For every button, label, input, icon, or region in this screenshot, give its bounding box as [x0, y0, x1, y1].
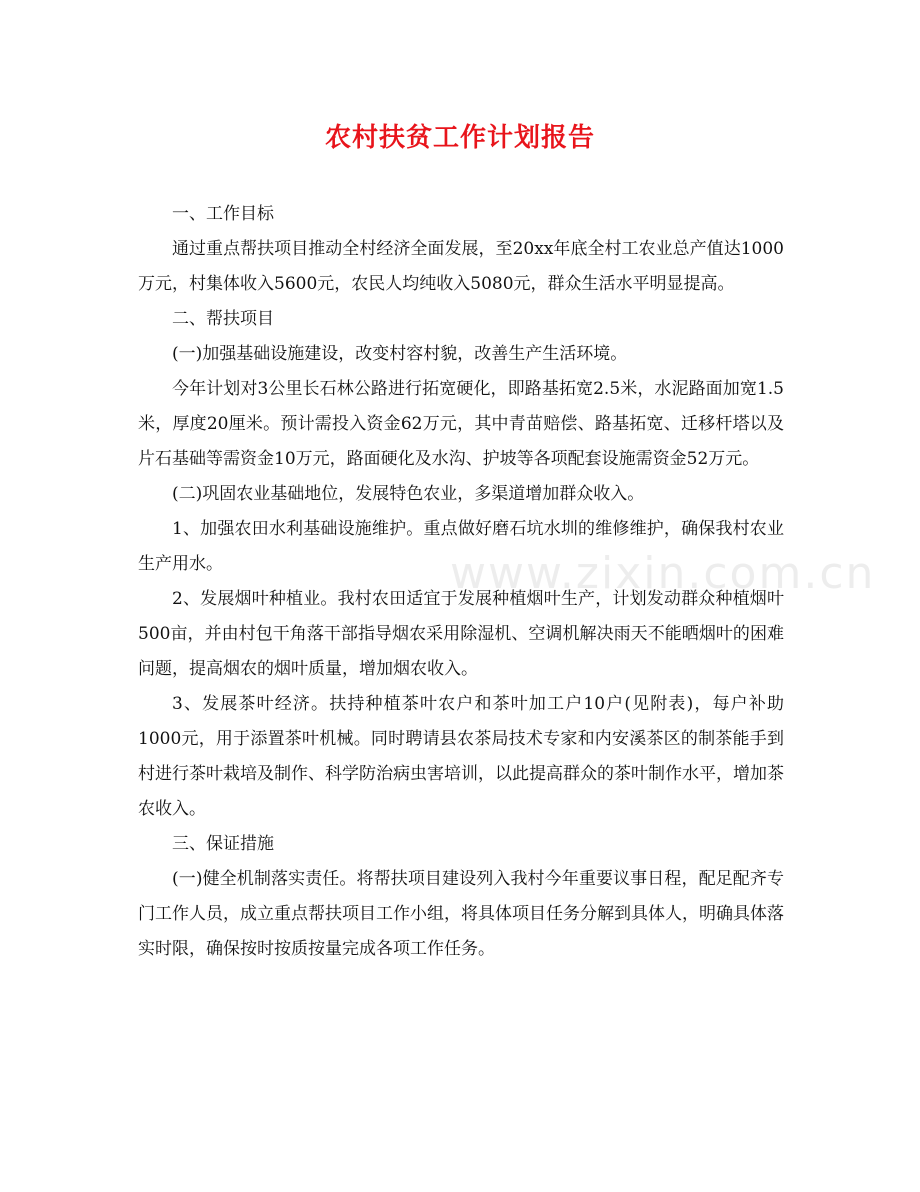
section-heading: 三、保证措施 — [172, 834, 274, 854]
subsection-heading: (二)巩固农业基础地位，发展特色农业，多渠道增加群众收入。 — [172, 484, 645, 504]
body-paragraph: 1、加强农田水利基础设施维护。重点做好磨石坑水圳的维修维护，确保我村农业生产用水。 — [138, 519, 784, 574]
watermark: www.zixin.com.cn — [450, 548, 876, 599]
body-paragraph: 通过重点帮扶项目推动全村经济全面发展，至20xx年底全村工农业总产值达1000万元，村集体收入5600元，农民人均纯收入5080元，群众生活水平明显提高。 — [138, 239, 784, 294]
section-heading: 二、帮扶项目 — [172, 309, 274, 329]
body-paragraph: 今年计划对3公里长石林公路进行拓宽硬化，即路基拓宽2.5米，水泥路面加宽1.5米，厚度20厘米。预计需投入资金62万元，其中青苗赔偿、路基拓宽、迁移杆塔以及片石基础等需资金10万元，路面硬化及水沟、护坡等各项配套设施需资金52万元。 — [138, 379, 784, 469]
body-paragraph: 3、发展茶叶经济。扶持种植茶叶农户和茶叶加工户10户(见附表)，每户补助1000元，用于添置茶叶机械。同时聘请县农茶局技术专家和内安溪茶区的制茶能手到村进行茶叶栽培及制作、科学防治病虫害培训，以此提高群众的茶叶制作水平，增加茶农收入。 — [138, 694, 784, 819]
subsection-heading: (一)加强基础设施建设，改变村容村貌，改善生产生活环境。 — [172, 344, 628, 364]
section-heading: 一、工作目标 — [172, 204, 274, 224]
body-paragraph: (一)健全机制落实责任。将帮扶项目建设列入我村今年重要议事日程，配足配齐专门工作人员，成立重点帮扶项目工作小组，将具体项目任务分解到具体人，明确具体落实时限，确保按时按质按量完成各项工作任务。 — [138, 869, 784, 959]
document-body — [138, 197, 784, 967]
body-paragraph: 2、发展烟叶种植业。我村农田适宜于发展种植烟叶生产，计划发动群众种植烟叶500亩，并由村包干角落干部指导烟农采用除湿机、空调机解决雨天不能晒烟叶的困难问题，提高烟农的烟叶质量，增加烟农收入。 — [138, 589, 784, 679]
document-title: 农村扶贫工作计划报告 — [324, 123, 595, 153]
